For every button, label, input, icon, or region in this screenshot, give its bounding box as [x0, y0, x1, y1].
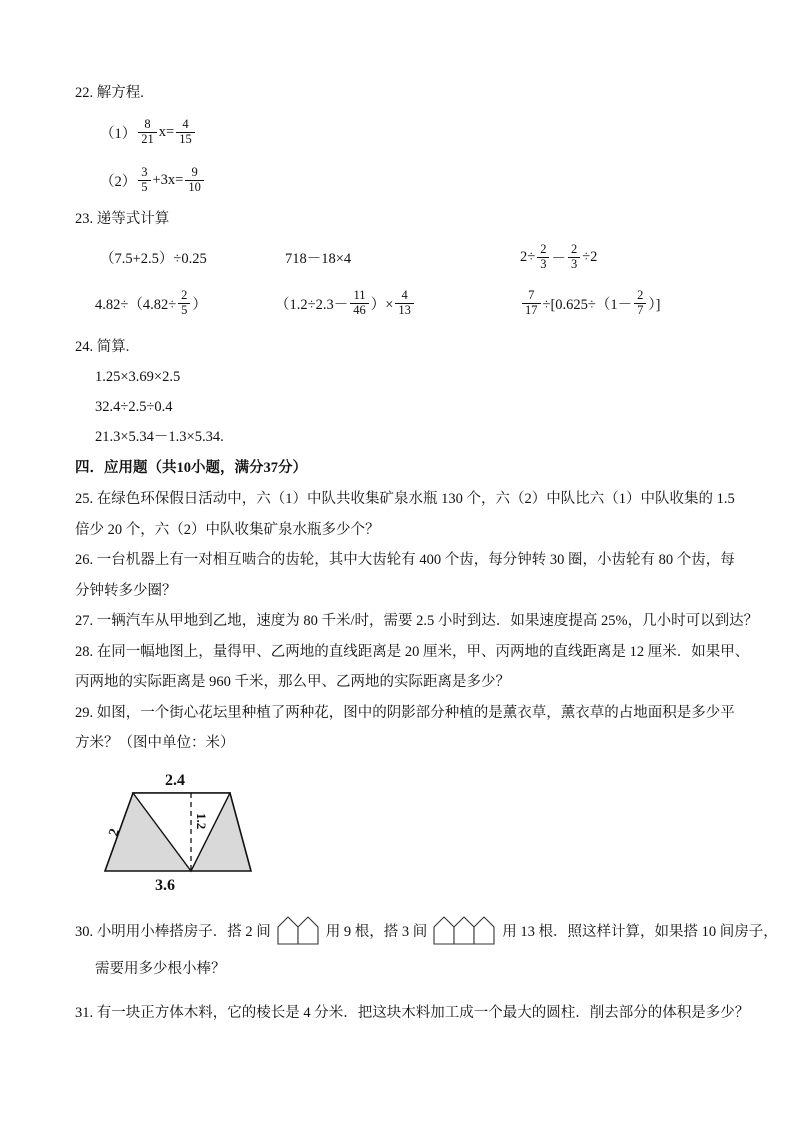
- question-28: [75, 637, 750, 698]
- question-25-line-2: 倍少 20 个，六（2）中队收集矿泉水瓶多少个？: [75, 521, 380, 538]
- question-25: [75, 484, 735, 545]
- expression-2: 718－18×4: [285, 250, 352, 267]
- question-26: [75, 545, 735, 606]
- question-30-text-3: 用 13 根．照这样计算，如果搭 10 间房子，: [502, 924, 778, 940]
- question-23-row-1: [75, 234, 725, 280]
- bottom-dimension-label: 3.6: [155, 876, 175, 894]
- question-30-line-1: [75, 908, 778, 954]
- expression-5: （1.2÷2.3－ $\frac{11}{46}$ ）× $\frac{4}{13}$: [275, 289, 445, 318]
- question-30-text-2: 用 9 根，搭 3 间: [325, 924, 428, 940]
- question-29-line-2: 方米？（图中单位：米）: [75, 735, 235, 751]
- two-houses-icon: [277, 915, 320, 946]
- equation-middle: +3x=: [152, 171, 184, 188]
- question-26-line-2: 分钟转多少圈？: [75, 582, 177, 599]
- question-22-item-2: [75, 156, 725, 204]
- question-28-line-2: 丙两地的实际距离是 960 千米，那么甲、乙两地的实际距离是多少？: [75, 674, 510, 690]
- top-dimension-label: 2.4: [165, 771, 185, 789]
- fraction: $\frac{7}{17}$: [522, 289, 541, 318]
- height-dimension-label: 1.2: [194, 812, 209, 829]
- fraction: $\frac{3}{5}$: [138, 166, 150, 195]
- trapezoid-diagram: [93, 771, 308, 899]
- fraction: $\frac{2}{5}$: [178, 289, 190, 318]
- fraction: $\frac{2}{3}$: [537, 243, 549, 272]
- fraction: $\frac{4}{15}$: [176, 118, 195, 147]
- item-prefix: （1）: [100, 125, 137, 142]
- question-23-title: 23. 递等式计算: [75, 211, 170, 227]
- fraction: $\frac{2}{3}$: [568, 243, 580, 272]
- question-31-line-1: 31. 有一块正方体木料，它的棱长是 4 分米．把这块木料加工成一个最大的圆柱．削去部分的体积是多少？: [75, 1005, 750, 1021]
- flowerbed-figure: [93, 771, 725, 904]
- question-31: [75, 998, 750, 1029]
- section-4-header: 四．应用题（共10小题，满分37分）: [75, 460, 307, 476]
- question-30-line-2: 需要用多少根小棒？: [95, 960, 226, 977]
- question-30: [75, 908, 778, 985]
- three-houses-icon: [433, 915, 496, 946]
- side-dimension-label: 2: [106, 826, 123, 838]
- equation-middle: x=: [158, 123, 175, 140]
- question-27-line-1: 27. 一辆汽车从甲地到乙地，速度为 80 千米/时，需要 2.5 小时到达．如果速度提高 25%，几小时可以到达？: [75, 613, 759, 629]
- expression-1: （7.5+2.5）÷0.25: [100, 250, 207, 267]
- question-28-line-1: 28. 在同一幅地图上，量得甲、乙两地的直线距离是 20 厘米，甲、丙两地的直线距离是 12 厘米．如果甲、: [75, 643, 750, 660]
- question-23: [75, 204, 725, 326]
- question-25-line-1: 25. 在绿色环保假日活动中，六（1）中队共收集矿泉水瓶 130 个，六（2）中队比六（1）中队收集的 1.5: [75, 491, 735, 507]
- question-22-title: 22. 解方程.: [75, 85, 144, 101]
- question-27: [75, 606, 759, 637]
- question-26-line-1: 26. 一台机器上有一对相互啮合的齿轮，其中大齿轮有 400 个齿，每分钟转 30 圈，小齿轮有 80 个齿，每: [75, 552, 735, 568]
- expression-3: 2÷ $\frac{2}{3}$ － $\frac{2}{3}$ ÷2: [520, 241, 598, 271]
- question-24-title: 24. 简算.: [75, 339, 130, 355]
- question-24: [75, 332, 725, 452]
- question-22-item-1: [75, 108, 725, 156]
- question-24-line-3: 21.3×5.34－1.3×5.34.: [95, 429, 224, 445]
- fraction: $\frac{4}{13}$: [395, 289, 414, 318]
- question-30-text-1: 30. 小明用小棒搭房子．搭 2 间: [75, 924, 271, 940]
- fraction: $\frac{11}{46}$: [350, 289, 369, 318]
- question-24-line-1: 1.25×3.69×2.5: [95, 369, 181, 385]
- fraction: $\frac{9}{10}$: [185, 166, 204, 195]
- question-22: [75, 78, 725, 204]
- expression-6: $\frac{7}{17}$ ÷[0.625÷（1－ $\frac{2}{7}$ ）]: [520, 289, 660, 318]
- fraction: $\frac{2}{7}$: [634, 289, 646, 318]
- question-29: [75, 698, 735, 759]
- item-prefix: （2）: [100, 173, 137, 190]
- fraction: $\frac{8}{21}$: [138, 118, 157, 147]
- question-29-line-1: 29. 如图，一个街心花坛里种植了两种花，图中的阴影部分种植的是薰衣草，薰衣草的占地面积是多少平: [75, 704, 735, 721]
- question-23-row-2: [75, 280, 725, 326]
- expression-4: 4.82÷（4.82÷ $\frac{2}{5}$ ）: [95, 287, 207, 317]
- question-24-line-2: 32.4÷2.5÷0.4: [95, 399, 173, 415]
